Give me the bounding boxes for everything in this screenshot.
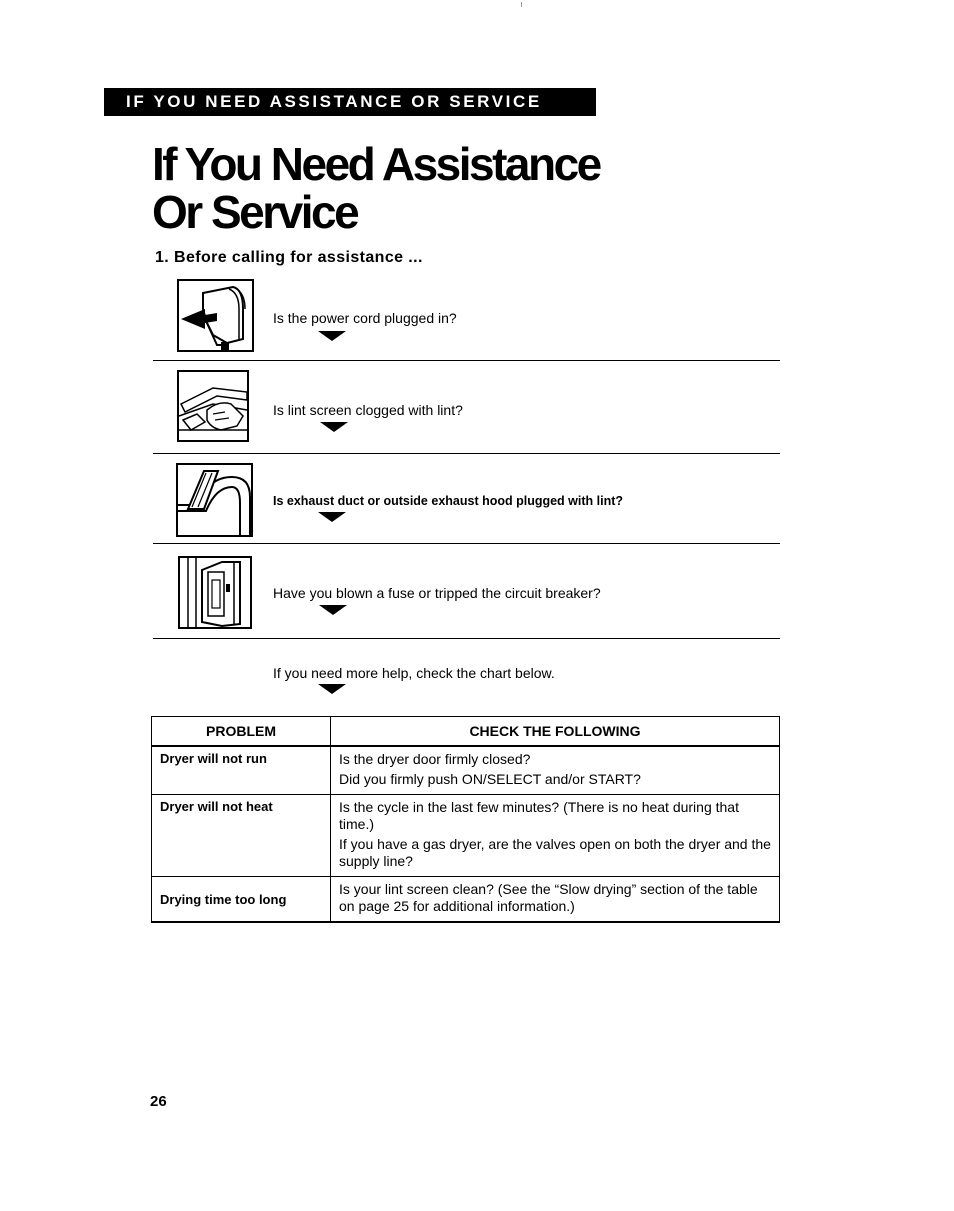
check-item: Is the cycle in the last few minutes? (There is no heat during that time.) [339,799,739,832]
down-arrow-icon [319,605,347,615]
divider [153,543,780,544]
checks-cell [331,877,780,923]
power-cord-plug-icon [177,279,254,352]
chart-header-row [152,717,780,747]
page-title-line-2: Or Service [152,186,358,238]
exhaust-duct-icon [176,463,253,537]
divider [153,360,780,361]
checklist-text: Is exhaust duct or outside exhaust hood plugged with lint? [273,494,624,508]
checklist-text: Is lint screen clogged with lint? [273,402,463,418]
check-item: Is the dryer door firmly closed? [339,751,531,767]
troubleshooting-chart [151,716,780,923]
check-item: Did you firmly push ON/SELECT and/or START? [339,771,641,787]
lint-screen-icon [177,370,249,442]
section-heading: 1. Before calling for assistance ... [155,249,423,266]
check-item: Is your lint screen clean? (See the “Slow drying” section of the table on page 25 for additional information.) [339,881,758,914]
down-arrow-icon [318,512,346,522]
column-header-problem: PROBLEM [152,717,331,747]
help-text: If you need more help, check the chart below. [273,665,555,681]
section-banner: IF YOU NEED ASSISTANCE OR SERVICE [104,88,596,116]
check-item: If you have a gas dryer, are the valves open on both the dryer and the supply line? [339,836,771,869]
down-arrow-icon [320,422,348,432]
problem-cell: Dryer will not run [152,746,331,795]
table-row [152,877,780,923]
checks-cell [331,746,780,795]
problem-cell: Drying time too long [152,877,331,923]
down-arrow-icon [318,331,346,341]
table-row [152,746,780,795]
down-arrow-icon [318,684,346,694]
divider [153,453,780,454]
divider [153,638,780,639]
page-title [152,140,600,236]
column-header-check: CHECK THE FOLLOWING [331,717,780,747]
checklist-text: Have you blown a fuse or tripped the circuit breaker? [273,585,601,601]
checks-cell [331,795,780,877]
page-title-line-1: If You Need Assistance [152,138,600,190]
checklist-text: Is the power cord plugged in? [273,310,457,326]
circuit-breaker-icon [178,556,252,629]
problem-cell: Dryer will not heat [152,795,331,877]
page-number: 26 [150,1093,167,1110]
table-row [152,795,780,877]
scan-speck [521,2,522,7]
